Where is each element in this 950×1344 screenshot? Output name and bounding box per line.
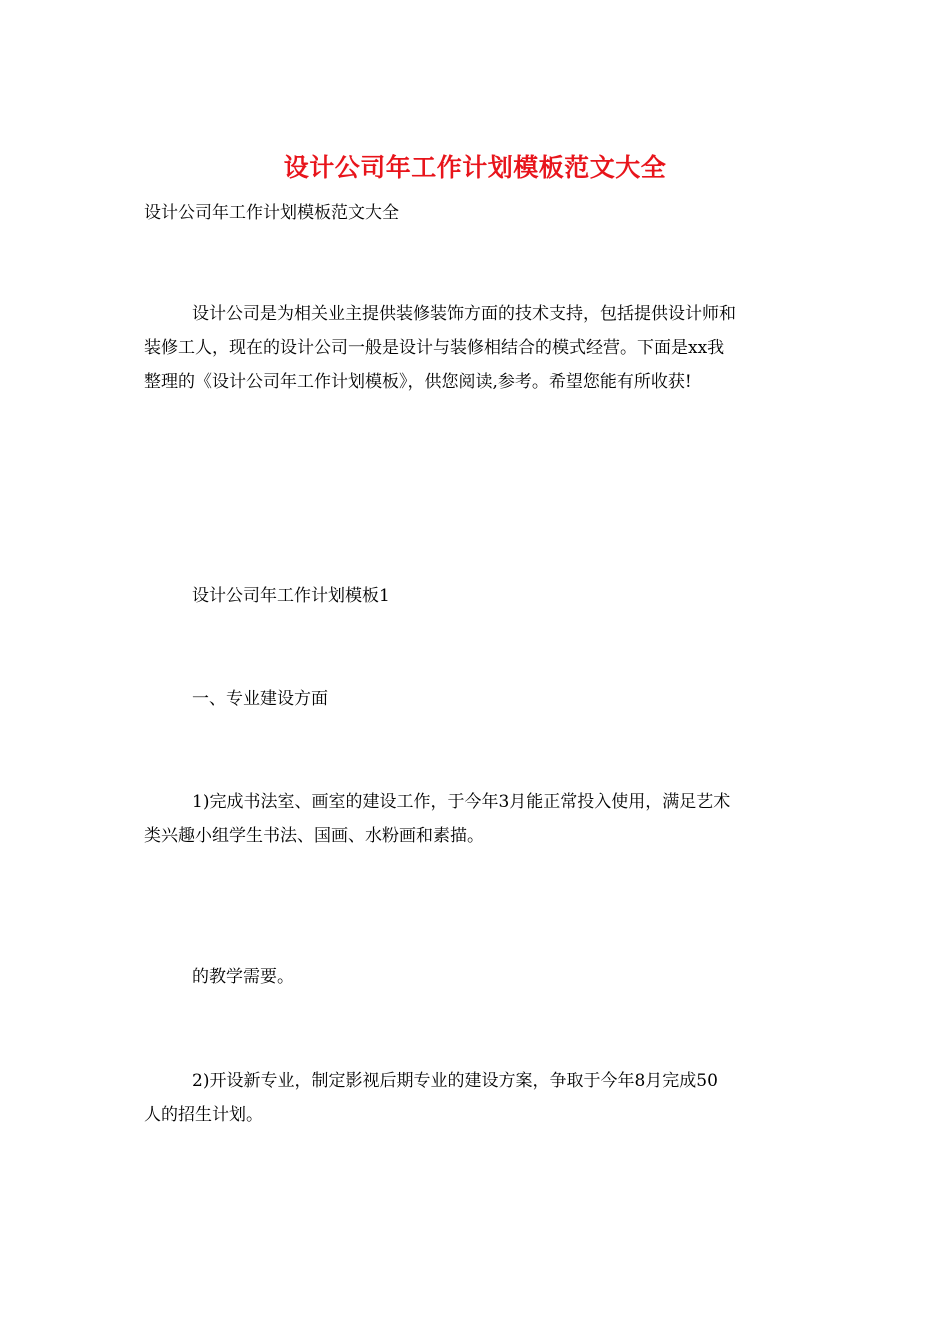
intro-line-3: 整理的《设计公司年工作计划模板》，供您阅读,参考。希望您能有所收获!	[144, 372, 692, 392]
intro-line-1: 设计公司是为相关业主提供装修装饰方面的技术支持，包括提供设计师和	[192, 304, 736, 324]
document-title: 设计公司年工作计划模板范文大全	[283, 153, 667, 182]
item-1-continuation: 的教学需要。	[192, 967, 294, 987]
item-1-paragraph	[144, 785, 808, 853]
intro-paragraph	[144, 297, 808, 399]
item-2-paragraph	[144, 1064, 808, 1132]
document-subtitle: 设计公司年工作计划模板范文大全	[144, 203, 399, 223]
item-2-line-2: 人的招生计划。	[144, 1105, 263, 1125]
subsection-heading: 一、专业建设方面	[192, 689, 328, 709]
item-1-line-1: 1)完成书法室、画室的建设工作，于今年3月能正常投入使用，满足艺术	[192, 792, 731, 812]
section-heading: 设计公司年工作计划模板1	[192, 586, 390, 606]
item-2-line-1: 2)开设新专业，制定影视后期专业的建设方案，争取于今年8月完成50	[192, 1071, 718, 1091]
item-1-line-2: 类兴趣小组学生书法、国画、水粉画和素描。	[144, 826, 484, 846]
intro-line-2: 装修工人，现在的设计公司一般是设计与装修相结合的模式经营。下面是xx我	[144, 338, 725, 358]
